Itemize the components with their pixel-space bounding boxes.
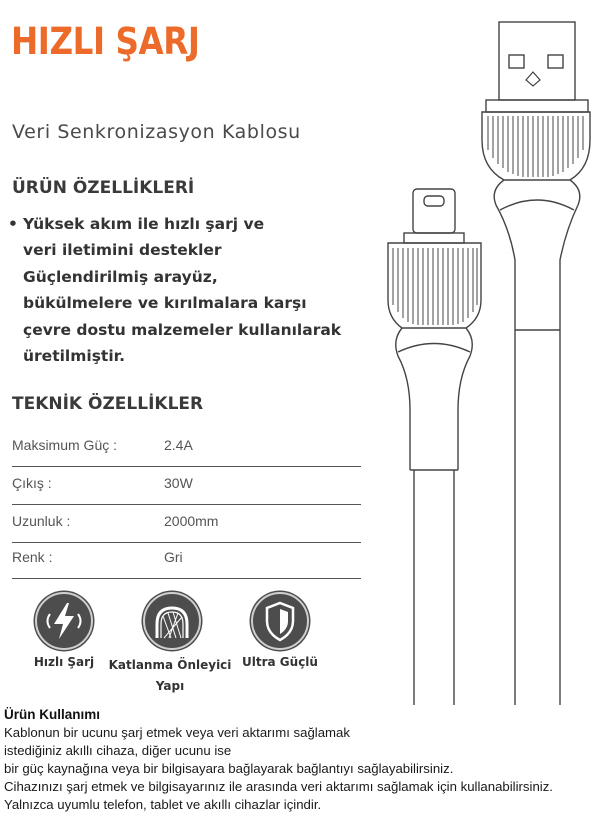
usage-line: Kablonun bir ucunu şarj etmek veya veri aktarımı sağlamak [4,725,350,740]
spec-label: Uzunluk : [12,513,71,529]
usage-line: Cihazınızı şarj etmek ve bilgisayarınız ile arasında veri aktarımı sağlamak için kullanabilirsiniz. [4,779,553,794]
type-c-port [424,196,444,206]
spec-value: Gri [164,549,183,565]
type-c-grip [388,243,481,328]
spec-value: 30W [164,475,193,491]
icon-label-ultra-strong: Ultra Güçlü [242,655,318,669]
cable-left [414,470,454,705]
usb-a-slot-right [548,55,563,68]
spec-row-length [12,505,361,543]
features-list [8,211,368,369]
type-c-housing [396,328,473,470]
shield-icon [251,592,309,650]
spec-value: 2000mm [164,513,219,529]
usage-line: bir güç kaynağına veya bir bilgisayara bağlayarak bağlantıyı sağlayabilirsiniz. [4,761,454,776]
spec-label: Çıkış : [12,475,52,491]
spec-label: Maksimum Güç : [12,437,118,453]
type-c-collar [404,233,464,243]
usb-a-slot-left [509,55,524,68]
cable-right [515,330,560,705]
tech-specs-heading: TEKNİK ÖZELLİKLER [12,394,204,414]
spec-row-power [12,429,361,467]
usb-a-collar [486,100,588,112]
usb-a-housing [494,180,580,330]
spec-row-color [12,541,361,579]
spec-row-output [12,467,361,505]
usage-line: istediğiniz akıllı cihaza, diğer ucunu ise [4,743,232,758]
product-title: HIZLI ŞARJ [11,20,200,63]
fold-resistant-icon [143,592,201,650]
cable-illustration [380,0,596,705]
lightning-icon [35,592,93,650]
spec-label: Renk : [12,549,53,565]
product-subtitle: Veri Senkronizasyon Kablosu [12,121,301,143]
features-heading: ÜRÜN ÖZELLİKLERİ [12,178,195,198]
usage-text [4,724,596,814]
usage-heading: Ürün Kullanımı [4,707,101,722]
icon-label-fast-charge: Hızlı Şarj [33,655,95,669]
features-text: Yüksek akım ile hızlı şarj ve veri iletimini destekler Güçlendirilmiş arayüz, bükülmelere ve kırılmalara karşı çevre dostu malzemeler kullanılarak üretilmiştir. [23,215,342,366]
bullet: • [8,215,18,233]
usage-line: Yalnızca uyumlu telefon, tablet ve akıllı cihazlar içindir. [4,797,322,812]
spec-value: 2.4A [164,437,193,453]
icon-label-fold-resistant: Katlanma Önleyici Yapı [108,658,232,693]
grip-ribs [393,116,583,325]
